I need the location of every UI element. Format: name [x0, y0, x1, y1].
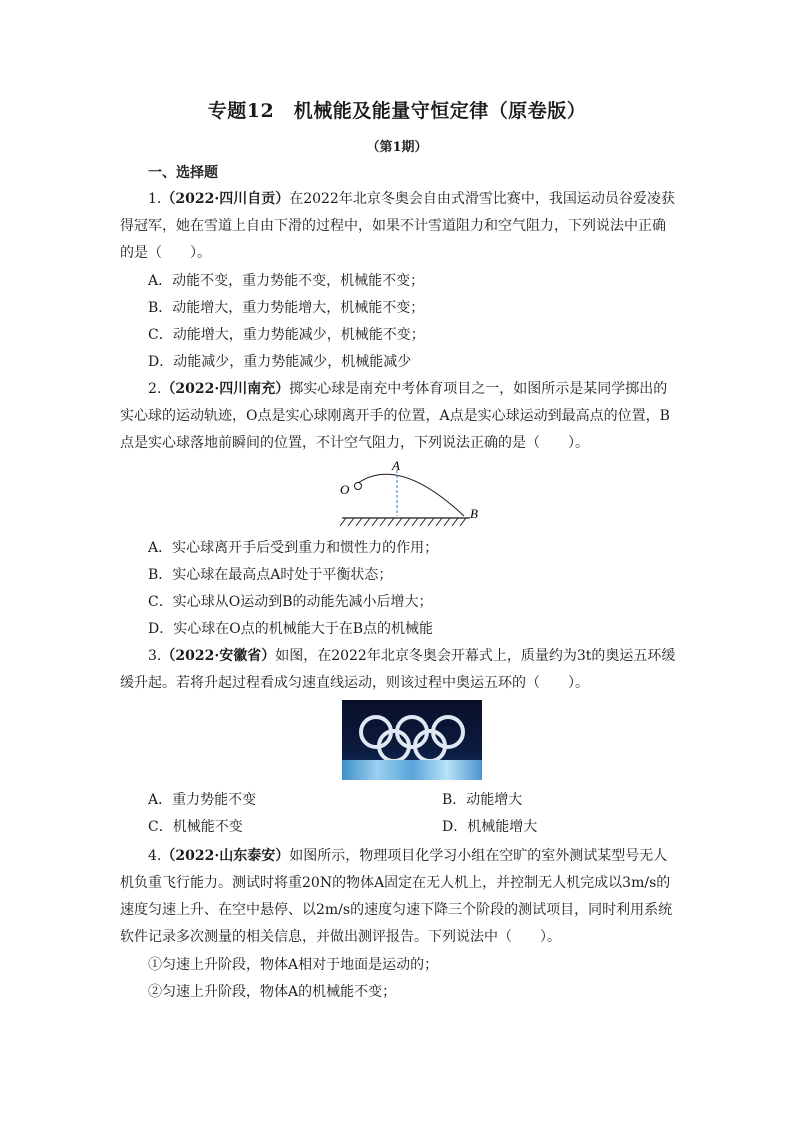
- question-number: 2.: [148, 381, 162, 397]
- q4-statement-1: ①匀速上升阶段，物体A相对于地面是运动的；: [148, 957, 439, 973]
- q2-option-b: B．实心球在最高点A时处于平衡状态；: [148, 567, 393, 583]
- q2-option-d: D．实心球在O点的机械能大于在B点的机械能: [148, 621, 433, 637]
- q1-option-c: C．动能增大，重力势能减少，机械能不变；: [148, 327, 425, 343]
- q1-option-a: A．动能不变，重力势能不变，机械能不变；: [148, 273, 425, 289]
- q3-option-d: D．机械能增大: [442, 819, 538, 835]
- olympic-rings-photo: [342, 700, 482, 780]
- q2-option-c: C．实心球从O运动到B的动能先减小后增大；: [148, 594, 433, 610]
- q2-option-a: A．实心球离开手后受到重力和惯性力的作用；: [148, 540, 439, 556]
- question-text: 在2022年北京冬奥会自由式滑雪比赛中，我国运动员谷爱凌获得冠军，她在雪道上自由下滑的过程中，如果不计雪道阻力和空气阻力，下列说法中正确的是（ ）。: [120, 191, 675, 261]
- question-source: （2022·四川南充）: [161, 381, 290, 397]
- q4-statement-2: ②匀速上升阶段，物体A的机械能不变；: [148, 984, 397, 1000]
- trajectory-figure: [336, 458, 486, 530]
- question-3: [120, 643, 676, 697]
- page-title: 专题12 机械能及能量守恒定律（原卷版）: [207, 100, 587, 122]
- question-text: 掷实心球是南充中考体育项目之一，如图所示是某同学掷出的实心球的运动轨迹，O点是实心球刚离开手的位置，A点是实心球运动到最高点的位置，B点是实心球落地前瞬间的位置，不计空气阻力，下列说法正确的是（ ）。: [120, 381, 670, 451]
- question-4: [120, 843, 676, 951]
- q1-option-d: D．动能减少，重力势能减少，机械能减少: [148, 354, 412, 370]
- ice-stage: [342, 760, 482, 780]
- question-text: 如图，在2022年北京冬奥会开幕式上，质量约为3t的奥运五环缓缓升起。若将升起过程看成匀速直线运动，则该过程中奥运五环的（ ）。: [120, 648, 676, 691]
- ground-hatching: [340, 518, 466, 526]
- section-heading: 一、选择题: [148, 165, 218, 181]
- q3-option-a: A．重力势能不变: [148, 792, 257, 808]
- label-o: O: [340, 482, 350, 497]
- q3-option-c: C．机械能不变: [148, 819, 243, 835]
- page-subtitle: （第1期）: [366, 140, 428, 155]
- q1-option-b: B．动能增大，重力势能增大，机械能不变；: [148, 300, 425, 316]
- ball-icon: [355, 483, 362, 490]
- question-text: 如图所示，物理项目化学习小组在空旷的室外测试某型号无人机负重飞行能力。测试时将重20N的物体A固定在无人机上，并控制无人机完成以3m/s的速度匀速上升、在空中悬停、以2m/s的速度匀速下降三个阶段的测试项目，同时利用系统软件记录多次测量的相关信息，并做出测评报告。下列说法中（ ）。: [120, 848, 673, 945]
- question-number: 1.: [148, 191, 162, 207]
- question-number: 4.: [148, 848, 162, 864]
- trajectory-curve: [354, 474, 464, 516]
- q3-option-b: B．动能增大: [442, 792, 523, 808]
- question-1: [120, 186, 676, 267]
- question-source: （2022·四川自贡）: [161, 191, 290, 207]
- question-source: （2022·山东泰安）: [161, 848, 290, 864]
- label-a: A: [392, 458, 400, 473]
- question-number: 3.: [148, 648, 162, 664]
- label-b: B: [470, 506, 478, 521]
- question-2: [120, 376, 676, 457]
- question-source: （2022·安徽省）: [161, 648, 276, 664]
